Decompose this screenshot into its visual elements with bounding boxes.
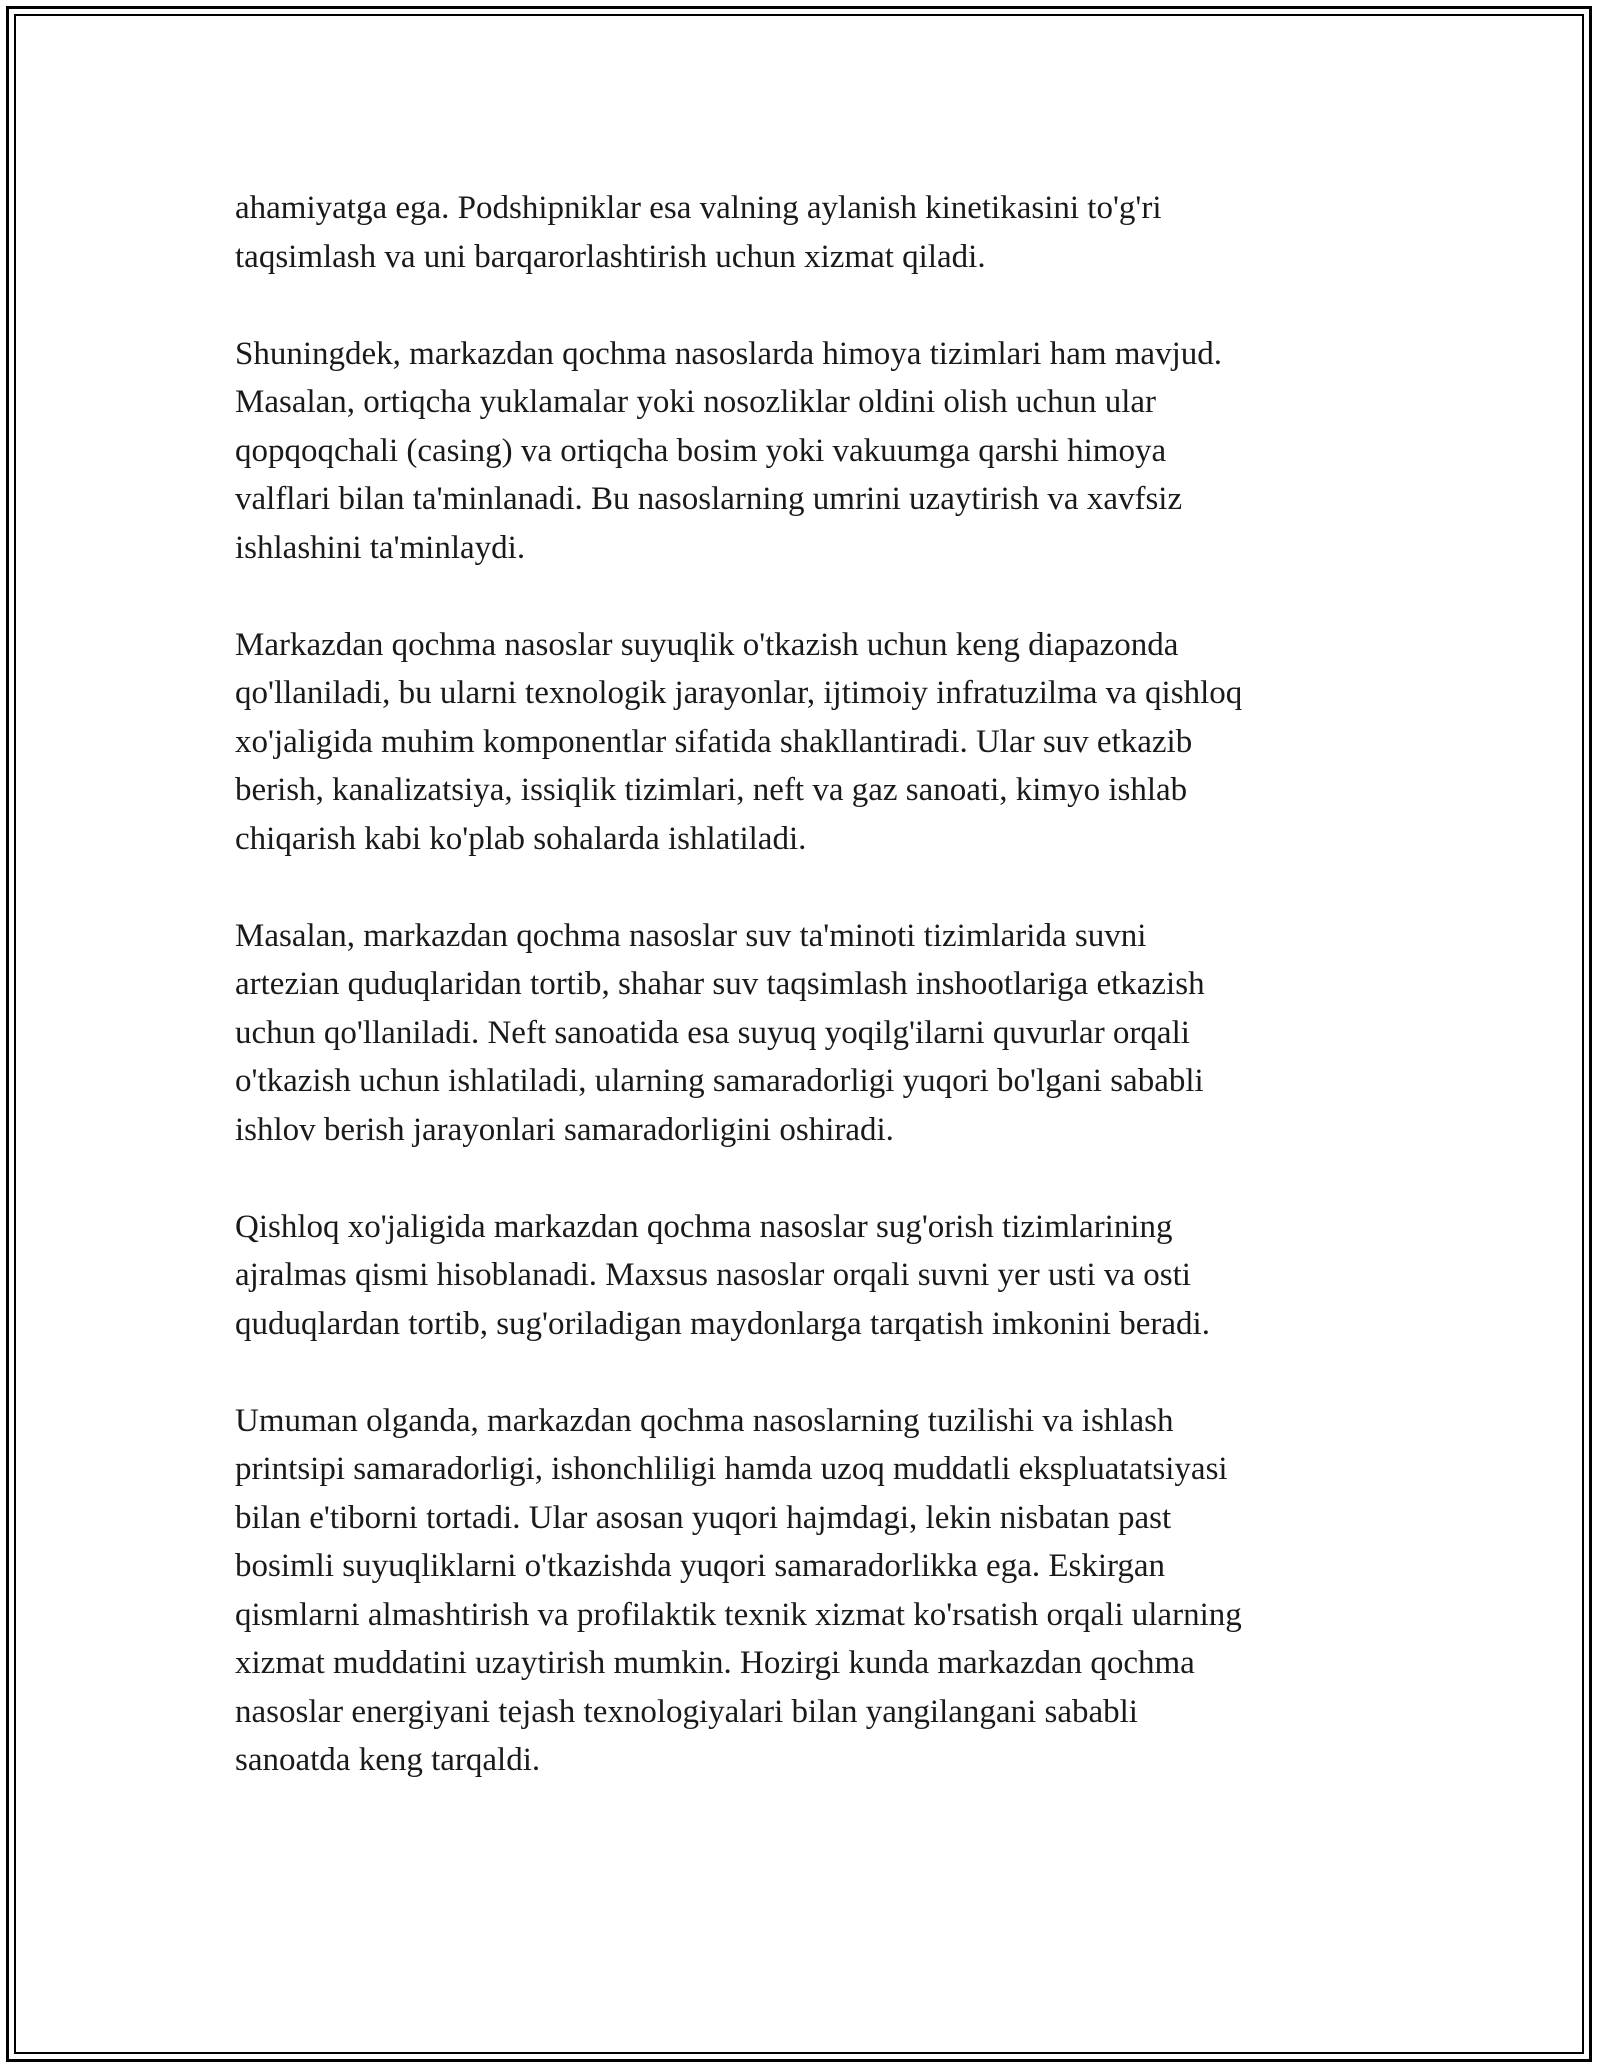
text-line: bilan e'tiborni tortadi. Ular asosan yuqori hajmdagi, lekin nisbatan past [235,1499,1172,1536]
text-line: bosimli suyuqliklarni o'tkazishda yuqori samaradorlikka ega. Eskirgan [235,1548,1166,1584]
paragraph-5 [235,1203,1375,1349]
text-line: qismlarni almashtirish va profilaktik texnik xizmat ko'rsatish orqali ularning [235,1596,1242,1633]
text-line: ishlov berish jarayonlari samaradorligini oshiradi. [235,1111,894,1148]
text-line: artezian quduqlaridan tortib, shahar suv taqsimlash inshootlariga etkazish [235,966,1205,1002]
text-line: valflari bilan ta'minlanadi. Bu nasoslarning umrini uzaytirish va xavfsiz [235,481,1183,517]
text-line: chiqarish kabi ko'plab sohalarda ishlatiladi. [235,820,807,857]
text-line: ishlashini ta'minlaydi. [235,529,526,566]
text-line: Qishloq xo'jaligida markazdan qochma nasoslar sug'orish tizimlarining [235,1208,1173,1245]
text-line: Umuman olganda, markazdan qochma nasoslarning tuzilishi va ishlash [235,1402,1174,1439]
text-line: qopqoqchali (casing) va ortiqcha bosim yoki vakuumga qarshi himoya [235,432,1167,469]
text-line: printsipi samaradorligi, ishonchliligi hamda uzoq muddatli ekspluatatsiyasi [235,1451,1228,1487]
text-line: berish, kanalizatsiya, issiqlik tizimlari, neft va gaz sanoati, kimyo ishlab [235,772,1188,808]
text-line: Markazdan qochma nasoslar suyuqlik o'tkazish uchun keng diapazonda [235,626,1179,663]
text-line: Shuningdek, markazdan qochma nasoslarda himoya tizimlari ham mavjud. [235,335,1222,372]
text-line: sanoatda keng tarqaldi. [235,1742,541,1778]
text-line: ahamiyatga ega. Podshipniklar esa valning aylanish kinetikasini to'g'ri [235,190,1162,226]
text-line: taqsimlash va uni barqarorlashtirish uchun xizmat qiladi. [235,238,986,275]
paragraph-3 [235,621,1375,864]
text-line: uchun qo'llaniladi. Neft sanoatida esa suyuq yoqilg'ilarni quvurlar orqali [235,1014,1190,1051]
text-line: Masalan, markazdan qochma nasoslar suv ta'minoti tizimlarida suvni [235,917,1147,954]
paragraph-4 [235,912,1375,1155]
text-line: o'tkazish uchun ishlatiladi, ularning samaradorligi yuqori bo'lgani sababli [235,1063,1204,1099]
paragraph-1 [235,184,1375,281]
paragraph-2 [235,330,1375,573]
text-line: quduqlardan tortib, sug'oriladigan maydonlarga tarqatish imkonini beradi. [235,1305,1210,1342]
text-line: xizmat muddatini uzaytirish mumkin. Hozirgi kunda markazdan qochma [235,1645,1195,1681]
text-line: nasoslar energiyani tejash texnologiyalari bilan yangilangani sababli [235,1693,1138,1730]
text-line: qo'llaniladi, bu ularni texnologik jarayonlar, ijtimoiy infratuzilma va qishloq [235,675,1243,711]
text-line: Masalan, ortiqcha yuklamalar yoki nosozliklar oldini olish uchun ular [235,384,1157,420]
paragraph-6 [235,1397,1375,1785]
text-line: xo'jaligida muhim komponentlar sifatida shakllantiradi. Ular suv etkazib [235,723,1193,760]
document-body [235,184,1375,1833]
text-line: ajralmas qismi hisoblanadi. Maxsus nasoslar orqali suvni yer usti va osti [235,1257,1191,1293]
